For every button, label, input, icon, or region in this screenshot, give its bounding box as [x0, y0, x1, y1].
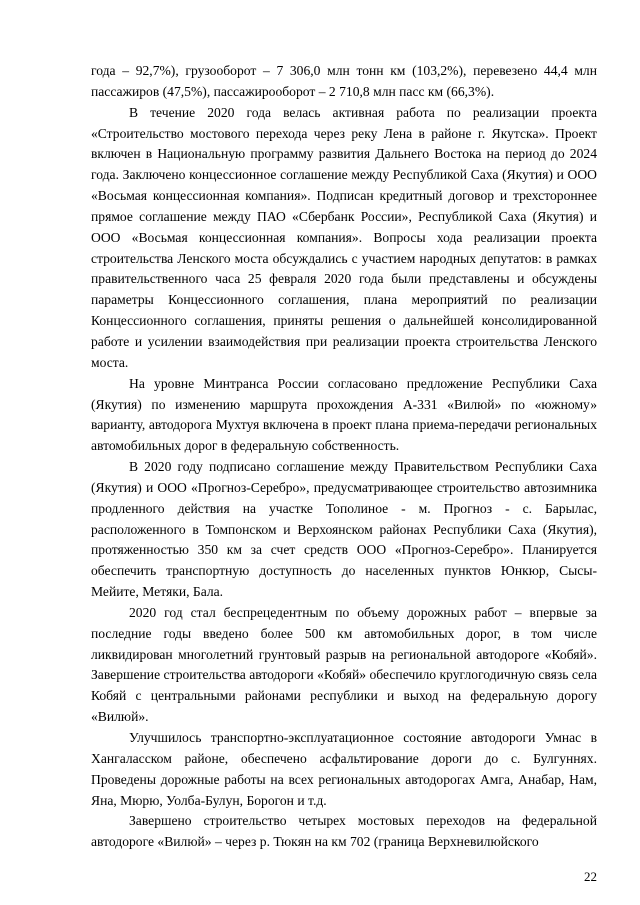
paragraph-umnas-road: Улучшилось транспортно-эксплуатационное состояние автодороги Умнас в Хангаласском районе, обеспечено асфальтирование дороги до с. Булгуннях. Проведены дорожные работы на всех региональных автодорогах Амга, Анабар, Нам, Яна, Мюрю, Уолба-Булун, Борогон и т.д. — [91, 730, 597, 808]
paragraph-road-works-2020: 2020 год стал беспрецедентным по объему дорожных работ – впервые за последние годы введено более 500 км автомобильных дорог, в том числе ликвидирован многолетний грунтовый разрыв на региональной автодороге «Кобяй». Завершение строительства автодороги «Кобяй» обеспечило круглогодичную связь села Кобяй с центральными районами республики и выход на федеральную дорогу «Вилюй». — [91, 604, 597, 725]
paragraph-bridge-crossings: Завершено строительство четырех мостовых переходов на федеральной автодороге «Вилюй» – через р. Тюкян на км 702 (граница Верхневилюйского — [91, 813, 597, 850]
page-number: 22 — [584, 869, 597, 884]
body-text — [91, 61, 597, 853]
paragraph-prognoz-serebro: В 2020 году подписано соглашение между Правительством Республики Саха (Якутия) и ООО «Прогноз-Серебро», предусматривающее строительство автозимника продленного действия на участке Тополиное - м. Прогноз - с. Барылас, расположенного в Томпонском и Верхоянском районах Республики Саха (Якутия), протяженностью 350 км за счет средств ООО «Прогноз-Серебро». Планируется обеспечить транспортную доступность до населенных пунктов Юнкюр, Сысы-Мейите, Метяки, Бала. — [91, 459, 597, 600]
paragraph-lena-bridge: В течение 2020 года велась активная работа по реализации проекта «Строительство мостового перехода через реку Лена в районе г. Якутска». Проект включен в Национальную программу развития Дальнего Востока на период до 2024 года. Заключено концессионное соглашение между Республикой Саха (Якутия) и ООО «Восьмая концессионная компания». Подписан кредитный договор и трехстороннее прямое соглашение между ПАО «Сбербанк России», Республикой Саха (Якутия) и ООО «Восьмая концессионная компания». Вопросы хода реализации проекта строительства Ленского моста обсуждались с участием народных депутатов: в рамках правительственного часа 25 февраля 2020 года были представлены и обсуждены параметры Концессионного соглашения, плана мероприятий по реализации Концессионного соглашения, приняты решения о дальнейшей консолидированной работе и усилении взаимодействия при реализации проекта строительства Ленского моста. — [91, 104, 597, 370]
paragraph-vilyuy-route: На уровне Минтранса России согласовано предложение Республики Саха (Якутия) по изменению маршрута прохождения А-331 «Вилюй» по «южному» варианту, автодорога Мухтуя включена в проект плана приема-передачи региональных автомобильных дорог в федеральную собственность. — [91, 375, 597, 454]
paragraph-passenger-stats: года – 92,7%), грузооборот – 7 306,0 млн тонн км (103,2%), перевезено 44,4 млн пассажиров (47,5%), пассажирооборот – 2 710,8 млн пасс км (66,3%). — [91, 63, 597, 99]
